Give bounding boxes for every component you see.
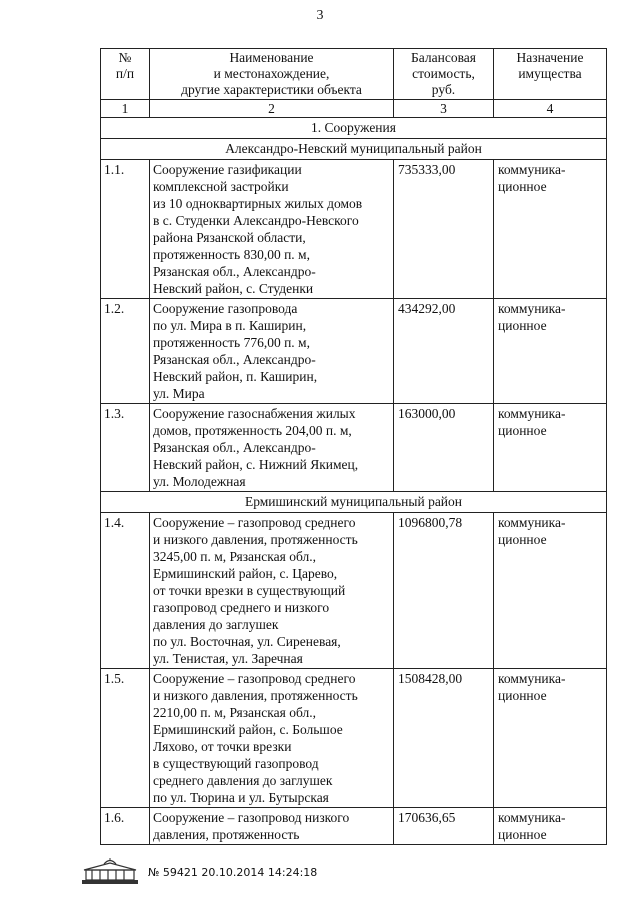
section-title: 1. Сооружения <box>101 118 607 139</box>
description-line: Невский район, с. Нижний Якимец, <box>153 457 359 472</box>
purpose-line: коммуника- <box>498 671 566 686</box>
description-line: Невский район, с. Студенки <box>153 281 314 296</box>
description-line: Сооружение газопровода <box>153 301 298 316</box>
property-purpose <box>494 669 607 808</box>
registration-stamp: № 59421 20.10.2014 14:24:18 <box>148 865 318 879</box>
description-line: протяженность 776,00 п. м, <box>153 335 310 350</box>
purpose-line: ционное <box>498 318 547 333</box>
column-number: 3 <box>394 100 494 118</box>
column-number-row <box>101 100 607 118</box>
government-building-logo <box>80 858 140 886</box>
description-line: Сооружение газоснабжения жилых <box>153 406 356 421</box>
table-row <box>101 669 607 808</box>
row-number: 1.1. <box>101 160 150 299</box>
object-description <box>150 299 394 404</box>
table-header-row <box>101 49 607 100</box>
purpose-line: коммуника- <box>498 406 566 421</box>
description-line: и низкого давления, протяженность <box>153 688 358 703</box>
property-purpose <box>494 160 607 299</box>
row-number: 1.6. <box>101 808 150 845</box>
description-line: Рязанская обл., Александро- <box>153 352 316 367</box>
header-number: № п/п <box>101 49 150 100</box>
description-line: Невский район, п. Каширин, <box>153 369 318 384</box>
district-row <box>101 139 607 160</box>
description-line: ул. Молодежная <box>153 474 246 489</box>
balance-cost: 170636,65 <box>394 808 494 845</box>
description-line: 2210,00 п. м, Рязанская обл., <box>153 705 316 720</box>
row-number: 1.5. <box>101 669 150 808</box>
description-line: по ул. Восточная, ул. Сиреневая, <box>153 634 341 649</box>
description-line: Рязанская обл., Александро- <box>153 440 316 455</box>
column-number: 2 <box>150 100 394 118</box>
row-number: 1.2. <box>101 299 150 404</box>
row-number: 1.3. <box>101 404 150 492</box>
description-line: газопровод среднего и низкого <box>153 600 330 615</box>
header-cost: Балансовая стоимость, руб. <box>394 49 494 100</box>
description-line: Рязанская обл., Александро- <box>153 264 316 279</box>
description-line: Сооружение – газопровод среднего <box>153 515 356 530</box>
purpose-line: ционное <box>498 688 547 703</box>
description-line: Сооружение газификации <box>153 162 302 177</box>
purpose-line: ционное <box>498 827 547 842</box>
purpose-line: ционное <box>498 423 547 438</box>
table-row <box>101 299 607 404</box>
property-purpose <box>494 513 607 669</box>
object-description <box>150 404 394 492</box>
description-line: давления, протяженность <box>153 827 300 842</box>
description-line: Ермишинский район, с. Большое <box>153 722 343 737</box>
district-title: Александро-Невский муниципальный район <box>101 139 607 160</box>
description-line: протяженность 830,00 п. м, <box>153 247 310 262</box>
table-row <box>101 160 607 299</box>
object-description <box>150 160 394 299</box>
purpose-line: коммуника- <box>498 162 566 177</box>
purpose-line: ционное <box>498 532 547 547</box>
object-description <box>150 808 394 845</box>
district-title: Ермишинский муниципальный район <box>101 492 607 513</box>
property-purpose <box>494 299 607 404</box>
object-description <box>150 513 394 669</box>
description-line: в существующий газопровод <box>153 756 319 771</box>
balance-cost: 434292,00 <box>394 299 494 404</box>
description-line: Ляхово, от точки врезки <box>153 739 292 754</box>
description-line: из 10 одноквартирных жилых домов <box>153 196 363 211</box>
description-line: 3245,00 п. м, Рязанская обл., <box>153 549 316 564</box>
purpose-line: коммуника- <box>498 810 566 825</box>
description-line: по ул. Тюрина и ул. Бутырская <box>153 790 329 805</box>
description-line: Сооружение – газопровод среднего <box>153 671 356 686</box>
description-line: ул. Тенистая, ул. Заречная <box>153 651 303 666</box>
column-number: 4 <box>494 100 607 118</box>
description-line: комплексной застройки <box>153 179 289 194</box>
section-row <box>101 118 607 139</box>
table-row <box>101 513 607 669</box>
object-description <box>150 669 394 808</box>
purpose-line: коммуника- <box>498 515 566 530</box>
description-line: по ул. Мира в п. Каширин, <box>153 318 307 333</box>
property-purpose <box>494 808 607 845</box>
property-registry-table <box>100 48 607 845</box>
header-name: Наименование и местонахождение, другие характеристики объекта <box>150 49 394 100</box>
document-footer <box>80 858 317 886</box>
description-line: Ермишинский район, с. Царево, <box>153 566 338 581</box>
description-line: ул. Мира <box>153 386 205 401</box>
table-row <box>101 808 607 845</box>
table-row <box>101 404 607 492</box>
description-line: района Рязанской области, <box>153 230 306 245</box>
page-number: 3 <box>316 8 324 23</box>
description-line: среднего давления до заглушек <box>153 773 333 788</box>
column-number: 1 <box>101 100 150 118</box>
description-line: в с. Студенки Александро-Невского <box>153 213 359 228</box>
description-line: от точки врезки в существующий <box>153 583 346 598</box>
balance-cost: 1508428,00 <box>394 669 494 808</box>
balance-cost: 735333,00 <box>394 160 494 299</box>
description-line: и низкого давления, протяженность <box>153 532 358 547</box>
district-row <box>101 492 607 513</box>
row-number: 1.4. <box>101 513 150 669</box>
property-purpose <box>494 404 607 492</box>
description-line: давления до заглушек <box>153 617 279 632</box>
balance-cost: 163000,00 <box>394 404 494 492</box>
balance-cost: 1096800,78 <box>394 513 494 669</box>
description-line: домов, протяженность 204,00 п. м, <box>153 423 352 438</box>
purpose-line: ционное <box>498 179 547 194</box>
description-line: Сооружение – газопровод низкого <box>153 810 350 825</box>
purpose-line: коммуника- <box>498 301 566 316</box>
header-purpose: Назначение имущества <box>494 49 607 100</box>
